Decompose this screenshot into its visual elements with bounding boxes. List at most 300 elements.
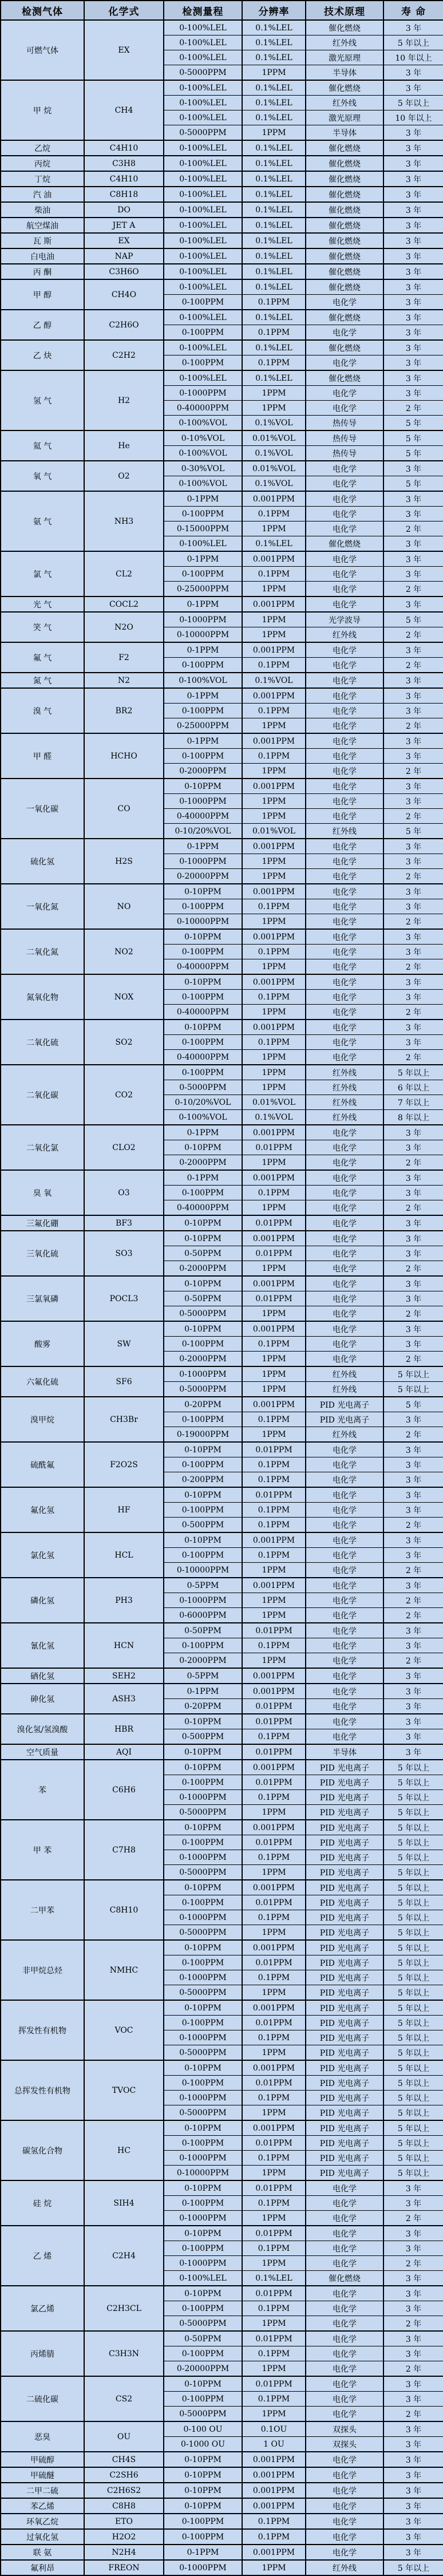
table-row	[1, 20, 443, 35]
lifespan-cell: 3 年	[383, 2301, 443, 2316]
resolution-cell: 1PPM	[242, 2045, 306, 2061]
formula-cell: OU	[84, 2421, 164, 2452]
lifespan-cell: 5 年以上	[383, 1775, 443, 1790]
table-row	[1, 1880, 443, 1895]
principle-cell: 电化学	[306, 1005, 383, 1020]
resolution-cell: 0.001PPM	[242, 2467, 306, 2483]
gas-name-cell: 甲 醛	[1, 733, 84, 779]
resolution-cell: 0.1PPM	[242, 1503, 306, 1518]
principle-cell: 电化学	[306, 295, 383, 310]
range-cell: 0-100PPM	[164, 1955, 242, 1970]
resolution-cell: 0.1%VOL	[242, 476, 306, 492]
table-row	[1, 1623, 443, 1638]
principle-cell: 电化学	[306, 1050, 383, 1065]
lifespan-cell: 3 年	[383, 2331, 443, 2346]
range-cell: 0-100PPM	[164, 2514, 242, 2529]
principle-cell: PID 光电离子	[306, 1397, 383, 1412]
principle-cell: 催化燃烧	[306, 264, 383, 279]
resolution-cell: 1PPM	[242, 914, 306, 930]
formula-cell: CH4	[84, 80, 164, 140]
gas-name-cell: 非甲烷总烃	[1, 1940, 84, 2000]
range-cell: 0-100%LEL	[164, 233, 242, 248]
table-row	[1, 2560, 443, 2575]
lifespan-cell: 3 年	[383, 202, 443, 218]
resolution-cell: 0.1PPM	[242, 2529, 306, 2545]
range-cell: 0-5000PPM	[164, 1865, 242, 1880]
resolution-cell: 0.1PPM	[242, 325, 306, 341]
lifespan-cell: 3 年	[383, 1337, 443, 1352]
principle-cell: 电化学	[306, 2529, 383, 2545]
resolution-cell: 0.1PPM	[242, 2241, 306, 2256]
range-cell: 0-100PPM	[164, 1186, 242, 1200]
range-cell: 0-40000PPM	[164, 809, 242, 824]
range-cell: 0-100PPM	[164, 990, 242, 1005]
principle-cell: 电化学	[306, 386, 383, 401]
formula-cell: JET A	[84, 218, 164, 233]
range-cell: 0-10PPM	[164, 884, 242, 899]
formula-cell: NMHC	[84, 1940, 164, 2000]
gas-name-cell: 硫化氢	[1, 839, 84, 884]
lifespan-cell: 3 年	[383, 1744, 443, 1760]
resolution-cell: 0.001PPM	[242, 1760, 306, 1775]
lifespan-cell: 3 年	[383, 1487, 443, 1503]
principle-cell: 电化学	[306, 2376, 383, 2392]
lifespan-cell: 5 年以上	[383, 2120, 443, 2136]
range-cell: 0-20000PPM	[164, 869, 242, 884]
gas-name-cell: 氢 气	[1, 370, 84, 430]
range-cell: 0-100PPM	[164, 658, 242, 673]
resolution-cell: 1PPM	[242, 2361, 306, 2377]
principle-cell: 电化学	[306, 1155, 383, 1171]
formula-cell: ASH3	[84, 1684, 164, 1714]
lifespan-cell: 2 年	[383, 1050, 443, 1065]
lifespan-cell: 2 年	[383, 1608, 443, 1623]
table-row	[1, 430, 443, 446]
principle-cell: 红外线	[306, 96, 383, 110]
resolution-cell: 0.1%LEL	[242, 96, 306, 110]
lifespan-cell: 3 年	[383, 1699, 443, 1714]
lifespan-cell: 3 年	[383, 1170, 443, 1186]
formula-cell: BR2	[84, 688, 164, 733]
resolution-cell: 0.01PPM	[242, 2226, 306, 2241]
principle-cell: 电化学	[306, 704, 383, 718]
resolution-cell: 0.01PPM	[242, 1744, 306, 1760]
formula-cell: BF3	[84, 1215, 164, 1231]
formula-cell: F2O2S	[84, 1442, 164, 1487]
resolution-cell: 0.1PPM	[242, 1850, 306, 1865]
lifespan-cell: 5 年	[383, 1397, 443, 1412]
principle-cell: 电化学	[306, 990, 383, 1005]
principle-cell: 电化学	[306, 1714, 383, 1729]
table-row	[1, 2529, 443, 2545]
range-cell: 0-100PPM	[164, 2529, 242, 2545]
range-cell: 0-100PPM	[164, 567, 242, 582]
principle-cell: 电化学	[306, 1170, 383, 1186]
lifespan-cell: 3 年	[383, 2392, 443, 2407]
principle-cell: 电化学	[306, 476, 383, 492]
gas-name-cell: 丙烯腈	[1, 2331, 84, 2376]
resolution-cell: 0.1%LEL	[242, 279, 306, 295]
resolution-cell: 0.01PPM	[242, 1246, 306, 1261]
range-cell: 0-30%VOL	[164, 461, 242, 476]
range-cell: 0-10000PPM	[164, 627, 242, 643]
resolution-cell: 0.1PPM	[242, 704, 306, 718]
resolution-cell: 0.001PPM	[242, 1578, 306, 1593]
formula-cell: N2O	[84, 612, 164, 642]
resolution-cell: 0.01PPM	[242, 1140, 306, 1155]
lifespan-cell: 2 年	[383, 914, 443, 930]
table-row	[1, 2226, 443, 2241]
range-cell: 0-100%VOL	[164, 673, 242, 688]
gas-name-cell: 溴化氢/氢溴酸	[1, 1714, 84, 1744]
range-cell: 0-100PPM	[164, 2136, 242, 2151]
resolution-cell: 0.1%LEL	[242, 370, 306, 386]
lifespan-cell: 10 年以上	[383, 50, 443, 65]
lifespan-cell: 5 年以上	[383, 2166, 443, 2181]
resolution-cell: 0.1PPM	[242, 2091, 306, 2105]
formula-cell: O3	[84, 1170, 164, 1215]
lifespan-cell: 2 年	[383, 1306, 443, 1322]
range-cell: 0-50PPM	[164, 1623, 242, 1638]
range-cell: 0-10PPM	[164, 2120, 242, 2136]
principle-cell: PID 光电离子	[306, 1910, 383, 1925]
lifespan-cell: 3 年	[383, 1125, 443, 1140]
principle-cell: 电化学	[306, 1306, 383, 1322]
range-cell: 0-100PPM	[164, 325, 242, 341]
table-row	[1, 1668, 443, 1684]
table-row	[1, 974, 443, 990]
lifespan-cell: 5 年以上	[383, 2076, 443, 2091]
resolution-cell: 0.01PPM	[242, 2016, 306, 2030]
lifespan-cell: 3 年	[383, 2452, 443, 2467]
principle-cell: 热传导	[306, 430, 383, 446]
resolution-cell: 1PPM	[242, 1382, 306, 1397]
table-row	[1, 1578, 443, 1593]
lifespan-cell: 5 年以上	[383, 35, 443, 50]
range-cell: 0-1PPM	[164, 491, 242, 507]
formula-cell: H2	[84, 370, 164, 430]
range-cell: 0-50PPM	[164, 2331, 242, 2346]
lifespan-cell: 3 年	[383, 567, 443, 582]
range-cell: 0-10PPM	[164, 1020, 242, 1035]
resolution-cell: 1PPM	[242, 1865, 306, 1880]
formula-cell: C4H10	[84, 171, 164, 187]
lifespan-cell: 3 年	[383, 2226, 443, 2241]
range-cell: 0-1PPM	[164, 688, 242, 704]
range-cell: 0-10/20%VOL	[164, 824, 242, 839]
resolution-cell: 1PPM	[242, 959, 306, 975]
principle-cell: PID 光电离子	[306, 1835, 383, 1850]
lifespan-cell: 3 年	[383, 536, 443, 552]
principle-cell: PID 光电离子	[306, 1790, 383, 1805]
range-cell: 0-2000PPM	[164, 1653, 242, 1669]
table-row	[1, 264, 443, 279]
principle-cell: 红外线	[306, 35, 383, 50]
col-header-resolution: 分辨率	[242, 1, 306, 20]
resolution-cell: 0.1PPM	[242, 658, 306, 673]
gas-name-cell: 白电油	[1, 248, 84, 264]
resolution-cell: 0.001PPM	[242, 491, 306, 507]
resolution-cell: 0.01PPM	[242, 1291, 306, 1306]
lifespan-cell: 5 年以上	[383, 1850, 443, 1865]
principle-cell: PID 光电离子	[306, 1955, 383, 1970]
resolution-cell: 0.001PPM	[242, 779, 306, 794]
principle-cell: 催化燃烧	[306, 370, 383, 386]
range-cell: 0-100%LEL	[164, 202, 242, 218]
principle-cell: 电化学	[306, 2361, 383, 2377]
gas-name-cell: 乙 醇	[1, 310, 84, 340]
col-header-gas: 检测气体	[1, 1, 84, 20]
lifespan-cell: 3 年	[383, 264, 443, 279]
range-cell: 0-1000PPM	[164, 2211, 242, 2226]
resolution-cell: 0.001PPM	[242, 596, 306, 612]
resolution-cell: 0.1PPM	[242, 2392, 306, 2407]
range-cell: 0-15000PPM	[164, 521, 242, 536]
principle-cell: 半导体	[306, 65, 383, 81]
lifespan-cell: 2 年	[383, 1200, 443, 1216]
principle-cell: 电化学	[306, 596, 383, 612]
range-cell: 0-1PPM	[164, 2545, 242, 2560]
principle-cell: 电化学	[306, 658, 383, 673]
table-row	[1, 929, 443, 945]
principle-cell: PID 光电离子	[306, 2151, 383, 2166]
range-cell: 0-100PPM	[164, 2241, 242, 2256]
resolution-cell: 0.1%LEL	[242, 20, 306, 35]
lifespan-cell: 3 年	[383, 2241, 443, 2256]
resolution-cell: 0.1%VOL	[242, 446, 306, 461]
resolution-cell: 0.001PPM	[242, 2120, 306, 2136]
resolution-cell: 0.1%LEL	[242, 2271, 306, 2286]
resolution-cell: 0.01PPM	[242, 2180, 306, 2196]
resolution-cell: 0.01PPM	[242, 2286, 306, 2301]
gas-name-cell: 甲硫醚	[1, 2467, 84, 2483]
lifespan-cell: 5 年以上	[383, 1940, 443, 1955]
lifespan-cell: 5 年以上	[383, 1895, 443, 1910]
principle-cell: 电化学	[306, 2483, 383, 2498]
gas-name-cell: 硫酰氟	[1, 1442, 84, 1487]
resolution-cell: 1PPM	[242, 521, 306, 536]
formula-cell: N2	[84, 673, 164, 688]
principle-cell: 电化学	[306, 869, 383, 884]
principle-cell: 电化学	[306, 1638, 383, 1653]
range-cell: 0-1PPM	[164, 1684, 242, 1699]
lifespan-cell: 3 年	[383, 1186, 443, 1200]
formula-cell: C4H10	[84, 140, 164, 156]
range-cell: 0-1000PPM	[164, 1366, 242, 1382]
range-cell: 0-100PPM	[164, 2076, 242, 2091]
formula-cell: C2H6O	[84, 310, 164, 340]
lifespan-cell: 3 年	[383, 218, 443, 233]
principle-cell: PID 光电离子	[306, 1880, 383, 1895]
resolution-cell: 1PPM	[242, 869, 306, 884]
principle-cell: PID 光电离子	[306, 2000, 383, 2016]
range-cell: 0-10PPM	[164, 929, 242, 945]
principle-cell: 电化学	[306, 325, 383, 341]
range-cell: 0-10/20%VOL	[164, 1095, 242, 1110]
resolution-cell: 0.1PPM	[242, 990, 306, 1005]
lifespan-cell: 5 年	[383, 476, 443, 492]
range-cell: 0-10PPM	[164, 1140, 242, 1155]
range-cell: 0-1000PPM	[164, 2560, 242, 2575]
lifespan-cell: 5 年以上	[383, 1985, 443, 2001]
gas-name-cell: 氯乙烯	[1, 2286, 84, 2331]
range-cell: 0-10PPM	[164, 2286, 242, 2301]
lifespan-cell: 3 年	[383, 156, 443, 171]
resolution-cell: 0.1PPM	[242, 2346, 306, 2361]
lifespan-cell: 3 年	[383, 2467, 443, 2483]
range-cell: 0-10PPM	[164, 779, 242, 794]
col-header-principle: 技术原理	[306, 1, 383, 20]
principle-cell: PID 光电离子	[306, 2076, 383, 2091]
range-cell: 0-1000PPM	[164, 1970, 242, 1985]
table-row	[1, 218, 443, 233]
table-row	[1, 2483, 443, 2498]
formula-cell: HCL	[84, 1532, 164, 1578]
resolution-cell: 1PPM	[242, 1925, 306, 1941]
principle-cell: 电化学	[306, 2467, 383, 2483]
formula-cell: C2H2	[84, 340, 164, 370]
lifespan-cell: 5 年以上	[383, 1760, 443, 1775]
lifespan-cell: 5 年	[383, 612, 443, 627]
principle-cell: PID 光电离子	[306, 2120, 383, 2136]
table-row	[1, 248, 443, 264]
lifespan-cell: 3 年	[383, 794, 443, 809]
range-cell: 0-1000PPM	[164, 1593, 242, 1608]
range-cell: 0-100PPM	[164, 1035, 242, 1050]
principle-cell: 电化学	[306, 1246, 383, 1261]
range-cell: 0-5000PPM	[164, 1382, 242, 1397]
gas-name-cell: 氮 气	[1, 673, 84, 688]
table-row	[1, 1760, 443, 1775]
table-body	[1, 20, 443, 2575]
lifespan-cell: 2 年	[383, 2256, 443, 2271]
lifespan-cell: 3 年	[383, 2286, 443, 2301]
resolution-cell: 1PPM	[242, 1005, 306, 1020]
lifespan-cell: 5 年以上	[383, 1880, 443, 1895]
resolution-cell: 0.1%LEL	[242, 218, 306, 233]
range-cell: 0-100%LEL	[164, 156, 242, 171]
range-cell: 0-5000PPM	[164, 2316, 242, 2332]
gas-name-cell: 氟利昂	[1, 2560, 84, 2575]
range-cell: 0-10PPM	[164, 2226, 242, 2241]
principle-cell: 电化学	[306, 401, 383, 416]
range-cell: 0-10PPM	[164, 2452, 242, 2467]
table-row	[1, 612, 443, 627]
resolution-cell: 1PPM	[242, 1352, 306, 1367]
principle-cell: 电化学	[306, 764, 383, 779]
principle-cell: 红外线	[306, 1382, 383, 1397]
lifespan-cell: 3 年	[383, 1246, 443, 1261]
table-row	[1, 233, 443, 248]
resolution-cell: 0.1PPM	[242, 507, 306, 521]
range-cell: 0-100%LEL	[164, 370, 242, 386]
table-row	[1, 491, 443, 507]
lifespan-cell: 5 年以上	[383, 1925, 443, 1941]
range-cell: 0-200PPM	[164, 1472, 242, 1488]
resolution-cell: 1PPM	[242, 1200, 306, 1216]
resolution-cell: 0.1PPM	[242, 1186, 306, 1200]
range-cell: 0-100PPM	[164, 2016, 242, 2030]
formula-cell: C3H6O	[84, 264, 164, 279]
principle-cell: 电化学	[306, 1684, 383, 1699]
range-cell: 0-10PPM	[164, 2376, 242, 2392]
lifespan-cell: 3 年	[383, 248, 443, 264]
lifespan-cell: 5 年以上	[383, 1805, 443, 1820]
range-cell: 0-100PPM	[164, 507, 242, 521]
table-row	[1, 642, 443, 658]
lifespan-cell: 3 年	[383, 1412, 443, 1427]
gas-name-cell: 氰化氢	[1, 1623, 84, 1668]
range-cell: 0-100%LEL	[164, 279, 242, 295]
gas-name-cell: 汽 油	[1, 187, 84, 202]
resolution-cell: 1PPM	[242, 401, 306, 416]
range-cell: 0-10PPM	[164, 1442, 242, 1457]
table-row	[1, 80, 443, 96]
lifespan-cell: 2 年	[383, 809, 443, 824]
resolution-cell: 0.001PPM	[242, 1321, 306, 1337]
principle-cell: 电化学	[306, 1140, 383, 1155]
lifespan-cell: 3 年	[383, 1442, 443, 1457]
resolution-cell: 0.001PPM	[242, 2000, 306, 2016]
principle-cell: 电化学	[306, 1321, 383, 1337]
range-cell: 0-100PPM	[164, 1412, 242, 1427]
resolution-cell: 0.1PPM	[242, 2196, 306, 2211]
lifespan-cell: 3 年	[383, 1020, 443, 1035]
principle-cell: PID 光电离子	[306, 2016, 383, 2030]
lifespan-cell: 3 年	[383, 2545, 443, 2560]
resolution-cell: 0.1PPM	[242, 749, 306, 764]
formula-cell: CH4S	[84, 2452, 164, 2467]
gas-name-cell: 笑 气	[1, 612, 84, 642]
range-cell: 0-100PPM	[164, 1065, 242, 1080]
range-cell: 0-5000PPM	[164, 1805, 242, 1820]
range-cell: 0-40000PPM	[164, 1200, 242, 1216]
lifespan-cell: 5 年以上	[383, 2105, 443, 2121]
principle-cell: 催化燃烧	[306, 279, 383, 295]
resolution-cell: 0.1PPM	[242, 1790, 306, 1805]
lifespan-cell: 8 年以上	[383, 1110, 443, 1125]
lifespan-cell: 3 年	[383, 1729, 443, 1745]
lifespan-cell: 3 年	[383, 233, 443, 248]
lifespan-cell: 5 年	[383, 430, 443, 446]
table-row	[1, 2514, 443, 2529]
table-row	[1, 688, 443, 704]
lifespan-cell: 5 年以上	[383, 1366, 443, 1382]
resolution-cell: 0.1%LEL	[242, 187, 306, 202]
lifespan-cell: 3 年	[383, 1457, 443, 1472]
formula-cell: POCL3	[84, 1276, 164, 1321]
formula-cell: C8H8	[84, 2498, 164, 2514]
formula-cell: SEH2	[84, 1668, 164, 1684]
lifespan-cell: 3 年	[383, 2498, 443, 2514]
principle-cell: 双探头	[306, 2437, 383, 2452]
header-row	[1, 1, 443, 20]
resolution-cell: 0.1%LEL	[242, 50, 306, 65]
range-cell: 0-1PPM	[164, 839, 242, 854]
range-cell: 0-5000PPM	[164, 2407, 242, 2422]
resolution-cell: 0.001PPM	[242, 1276, 306, 1291]
principle-cell: 电化学	[306, 1578, 383, 1593]
principle-cell: 催化燃烧	[306, 80, 383, 96]
principle-cell: 催化燃烧	[306, 140, 383, 156]
resolution-cell: 0.1%LEL	[242, 202, 306, 218]
formula-cell: C2SH6	[84, 2467, 164, 2483]
lifespan-cell: 3 年	[383, 386, 443, 401]
gas-name-cell: 联 氨	[1, 2545, 84, 2560]
table-row	[1, 1366, 443, 1382]
resolution-cell: 0.01PPM	[242, 1215, 306, 1231]
principle-cell: PID 光电离子	[306, 1895, 383, 1910]
